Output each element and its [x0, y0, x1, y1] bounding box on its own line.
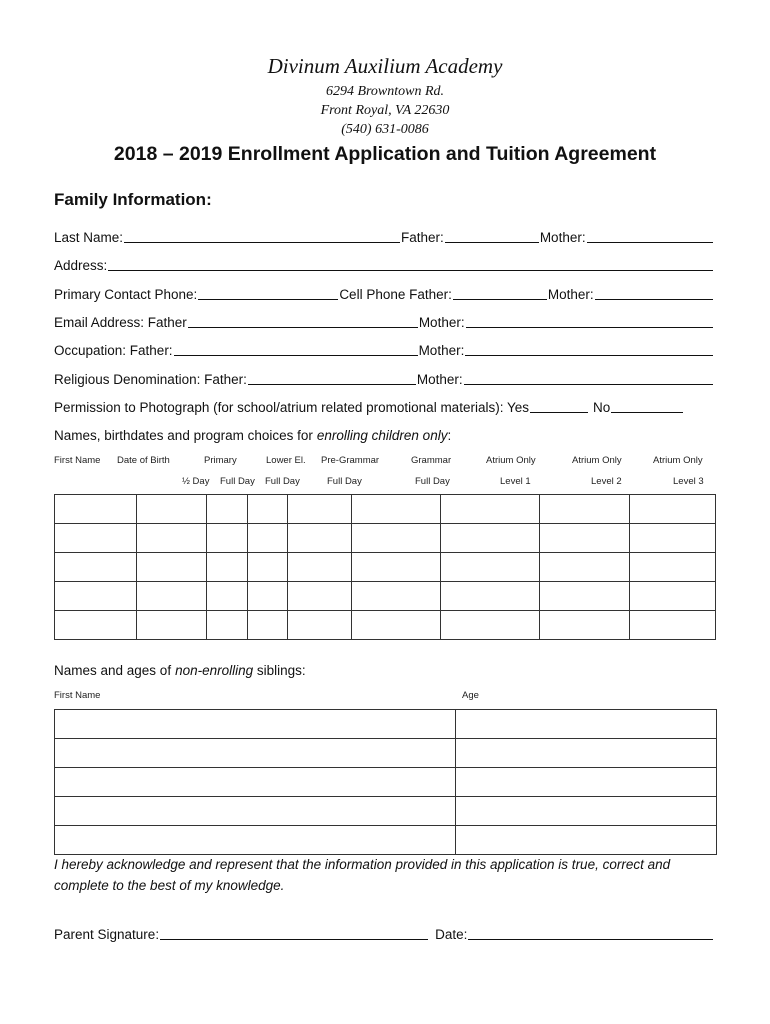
- sibling-row: [55, 768, 717, 797]
- email-father-field[interactable]: [188, 313, 418, 328]
- school-address-line2: Front Royal, VA 22630: [320, 103, 450, 118]
- cell-mother-label: Mother:: [547, 287, 594, 302]
- subcol-primary-full-day: Full Day: [220, 476, 255, 487]
- child-row-cell[interactable]: [539, 495, 629, 524]
- primary-phone-label: Primary Contact Phone:: [54, 287, 198, 302]
- child-row-cell[interactable]: [247, 495, 288, 524]
- sibling-row-cell[interactable]: [456, 797, 717, 826]
- subcol-atrium-level-2: Level 2: [591, 476, 622, 487]
- siblings-intro: [54, 660, 714, 678]
- occupation-father-field[interactable]: [174, 341, 418, 356]
- religion-row: [54, 369, 714, 387]
- sibling-row-cell[interactable]: [55, 768, 456, 797]
- father-label: Father:: [401, 230, 444, 245]
- acknowledgement-text: I hereby acknowledge and represent that the information provided in this application is true, correct and complete to the best of my knowledge.: [54, 857, 671, 893]
- primary-phone-field[interactable]: [198, 285, 338, 300]
- occupation-label: Occupation: Father:: [54, 343, 173, 358]
- subcol-primary-half-day: ½ Day: [182, 476, 210, 487]
- subcol-pre-grammar-full-day: Full Day: [327, 476, 362, 487]
- child-row-cell[interactable]: [137, 524, 207, 553]
- religion-father-field[interactable]: [248, 370, 416, 385]
- permission-row: [54, 397, 714, 415]
- child-row-cell[interactable]: [630, 495, 716, 524]
- child-row-cell[interactable]: [539, 582, 629, 611]
- child-row-cell[interactable]: [207, 553, 248, 582]
- father-name-field[interactable]: [445, 228, 539, 243]
- col-primary: Primary: [204, 455, 237, 466]
- child-row-cell[interactable]: [440, 495, 539, 524]
- mother-label: Mother:: [539, 230, 586, 245]
- siblings-intro-emphasis: non-enrolling: [175, 663, 254, 678]
- children-intro: [54, 425, 714, 443]
- child-row-cell[interactable]: [630, 582, 716, 611]
- subcol-lower-el-full-day: Full Day: [265, 476, 300, 487]
- sibling-row-cell[interactable]: [456, 739, 717, 768]
- sibling-row: [55, 797, 717, 826]
- sibling-row-cell[interactable]: [456, 826, 717, 855]
- child-row-cell[interactable]: [207, 524, 248, 553]
- email-row: [54, 312, 714, 330]
- phone-row: [54, 284, 714, 302]
- children-intro-text: Names, birthdates and program choices for: [54, 428, 313, 443]
- child-row-cell[interactable]: [630, 524, 716, 553]
- mother-name-field[interactable]: [587, 228, 713, 243]
- col-date-of-birth: Date of Birth: [117, 455, 170, 466]
- form-title: 2018 – 2019 Enrollment Application and Tuition Agreement: [113, 143, 657, 165]
- child-row-cell[interactable]: [137, 553, 207, 582]
- school-address-line1: 6294 Browntown Rd.: [325, 84, 445, 99]
- last-name-field[interactable]: [124, 228, 400, 243]
- sibling-row-cell[interactable]: [55, 826, 456, 855]
- child-row-cell[interactable]: [630, 611, 716, 640]
- sibling-row: [55, 710, 717, 739]
- child-row-cell[interactable]: [630, 553, 716, 582]
- email-label: Email Address: Father: [54, 315, 187, 330]
- child-row-cell[interactable]: [207, 611, 248, 640]
- cell-father-label: Cell Phone Father:: [339, 287, 452, 302]
- child-row-cell[interactable]: [539, 524, 629, 553]
- child-row-cell[interactable]: [288, 582, 351, 611]
- child-row-cell[interactable]: [55, 582, 137, 611]
- religion-mother-field[interactable]: [464, 370, 713, 385]
- child-row-cell[interactable]: [351, 611, 440, 640]
- address-row: [54, 255, 714, 273]
- cell-mother-field[interactable]: [595, 285, 713, 300]
- siblings-col-first-name: First Name: [54, 690, 101, 701]
- col-pre-grammar: Pre-Grammar: [321, 455, 380, 466]
- child-row-cell[interactable]: [288, 611, 351, 640]
- child-row-cell[interactable]: [207, 582, 248, 611]
- occupation-mother-field[interactable]: [465, 341, 713, 356]
- child-row: [55, 524, 716, 553]
- sibling-row-cell[interactable]: [55, 797, 456, 826]
- school-phone: (540) 631-0086: [341, 122, 429, 137]
- address-label: Address:: [54, 258, 108, 273]
- child-row: [55, 495, 716, 524]
- children-intro-emphasis: enrolling children only: [316, 428, 448, 443]
- child-row-cell[interactable]: [247, 582, 288, 611]
- child-row-cell[interactable]: [207, 495, 248, 524]
- school-name: Divinum Auxilium Academy: [267, 54, 503, 78]
- child-row-cell[interactable]: [288, 495, 351, 524]
- col-first-name: First Name: [54, 455, 101, 466]
- col-grammar: Grammar: [411, 455, 452, 466]
- siblings-col-age: Age: [462, 690, 479, 701]
- col-atrium-only-2: Atrium Only: [572, 455, 622, 466]
- col-lower-el: Lower El.: [266, 455, 306, 466]
- child-row: [55, 582, 716, 611]
- email-mother-field[interactable]: [466, 313, 713, 328]
- siblings-intro-end: siblings:: [253, 663, 306, 678]
- permission-no-label: No: [592, 400, 611, 415]
- child-row-cell[interactable]: [137, 611, 207, 640]
- child-row: [55, 611, 716, 640]
- child-row-cell[interactable]: [55, 611, 137, 640]
- occupation-row: [54, 340, 714, 358]
- section-title-family: Family Information:: [54, 190, 212, 209]
- child-row-cell[interactable]: [55, 495, 137, 524]
- sibling-row-cell[interactable]: [55, 739, 456, 768]
- last-name-row: [54, 227, 714, 245]
- child-row-cell[interactable]: [137, 582, 207, 611]
- children-intro-colon: :: [447, 428, 452, 443]
- child-row-cell[interactable]: [351, 524, 440, 553]
- signature-row: [54, 924, 714, 942]
- children-table: [54, 494, 716, 640]
- siblings-intro-text: Names and ages of: [54, 663, 172, 678]
- col-atrium-only-1: Atrium Only: [486, 455, 536, 466]
- child-row-cell[interactable]: [137, 495, 207, 524]
- child-row-cell[interactable]: [351, 582, 440, 611]
- date-field[interactable]: [468, 925, 713, 940]
- parent-signature-label: Parent Signature:: [54, 927, 160, 942]
- child-row-cell[interactable]: [247, 524, 288, 553]
- child-row-cell[interactable]: [440, 582, 539, 611]
- email-mother-label: Mother:: [418, 315, 465, 330]
- permission-no-field[interactable]: [611, 398, 683, 413]
- child-row-cell[interactable]: [288, 524, 351, 553]
- child-row-cell[interactable]: [55, 553, 137, 582]
- permission-yes-field[interactable]: [530, 398, 588, 413]
- child-row-cell[interactable]: [539, 553, 629, 582]
- child-row-cell[interactable]: [247, 553, 288, 582]
- last-name-label: Last Name:: [54, 230, 124, 245]
- address-field[interactable]: [108, 256, 713, 271]
- parent-signature-field[interactable]: [160, 925, 428, 940]
- child-row-cell[interactable]: [440, 611, 539, 640]
- date-label: Date:: [435, 927, 468, 942]
- child-row-cell[interactable]: [247, 611, 288, 640]
- child-row-cell[interactable]: [55, 524, 137, 553]
- child-row: [55, 553, 716, 582]
- col-atrium-only-3: Atrium Only: [653, 455, 703, 466]
- sibling-row-cell[interactable]: [55, 710, 456, 739]
- child-row-cell[interactable]: [440, 553, 539, 582]
- child-row-cell[interactable]: [288, 553, 351, 582]
- subcol-grammar-full-day: Full Day: [415, 476, 450, 487]
- child-row-cell[interactable]: [539, 611, 629, 640]
- subcol-atrium-level-3: Level 3: [673, 476, 704, 487]
- child-row-cell[interactable]: [440, 524, 539, 553]
- permission-label: Permission to Photograph (for school/atrium related promotional materials): Yes: [54, 400, 529, 415]
- religion-label: Religious Denomination: Father:: [54, 372, 247, 387]
- child-row-cell[interactable]: [351, 553, 440, 582]
- sibling-row: [55, 826, 717, 855]
- sibling-row: [55, 739, 717, 768]
- occupation-mother-label: Mother:: [418, 343, 465, 358]
- sibling-row-cell[interactable]: [456, 768, 717, 797]
- subcol-atrium-level-1: Level 1: [500, 476, 531, 487]
- cell-father-field[interactable]: [453, 285, 547, 300]
- siblings-table: [54, 709, 717, 855]
- sibling-row-cell[interactable]: [456, 710, 717, 739]
- religion-mother-label: Mother:: [416, 372, 463, 387]
- child-row-cell[interactable]: [351, 495, 440, 524]
